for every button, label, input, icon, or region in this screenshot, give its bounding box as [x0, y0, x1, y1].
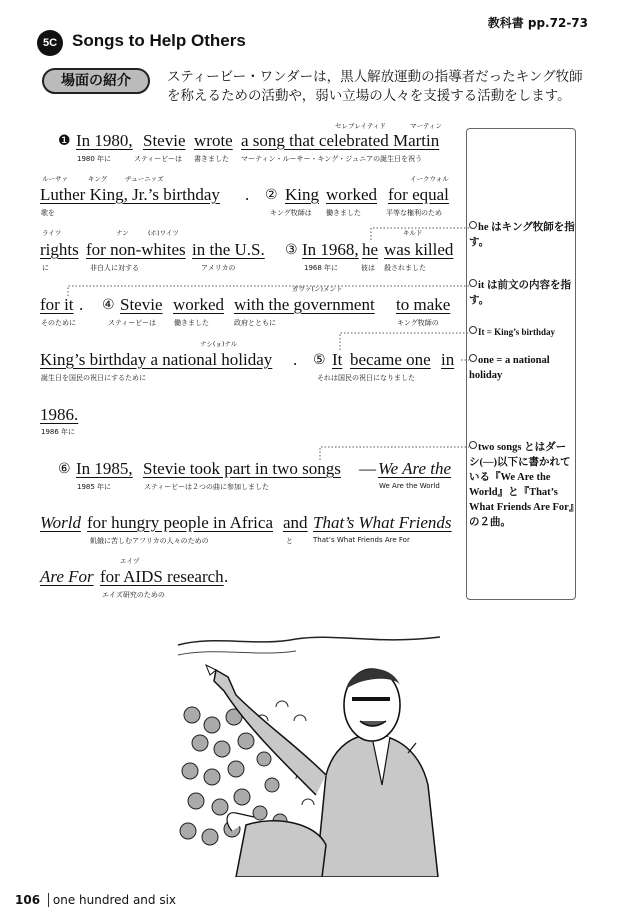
gloss: スティービーは２つの曲に参加しました [144, 483, 270, 491]
dash: — [359, 459, 376, 478]
phrase: King’s birthday a national holiday [40, 350, 273, 369]
phrase: he [362, 240, 379, 259]
phrase: in [441, 350, 455, 369]
phrase: with the government [234, 295, 375, 314]
period: . [224, 567, 229, 586]
ruby: ヂューニァズ [125, 175, 164, 183]
gloss: 彼は [361, 264, 375, 272]
gloss: アメリカの [201, 264, 236, 272]
gloss: 働きました [326, 209, 361, 217]
period: . [245, 185, 250, 204]
phrase: for hungry people in Africa [87, 513, 273, 532]
unit-badge: 5C [37, 30, 63, 56]
gloss: そのために [41, 319, 76, 327]
note-bullet-icon [469, 221, 477, 229]
ruby: ルーサァ [42, 175, 68, 183]
two-songs-reference-line [320, 447, 469, 460]
phrase: rights [40, 240, 79, 259]
song-title: Are For [40, 567, 94, 586]
ruby: ライツ [42, 229, 62, 237]
gloss: に [42, 264, 49, 272]
note-it: it は前文の内容を指す。 [469, 280, 572, 306]
ruby: セレブレイティド [335, 122, 386, 130]
ruby: イークウォル [410, 175, 449, 183]
sentence-number: ③ [285, 242, 298, 258]
gloss: キング牧師の [397, 319, 439, 327]
gloss: と [286, 537, 293, 545]
gloss: 政府とともに [234, 319, 276, 327]
ruby: ガヴァ(ン)メント [292, 285, 343, 293]
gloss: We Are the World [379, 482, 440, 490]
phrase: Stevie [143, 131, 186, 150]
phrase: a song that celebrated Martin [241, 131, 440, 150]
gloss: 殺されました [384, 264, 426, 272]
note-it-kings-birthday: It = King’s birthday [469, 325, 575, 340]
phrase: for equal [388, 185, 449, 204]
phrase: in the U.S. [192, 240, 265, 259]
phrase: and [283, 513, 308, 532]
ruby: エイヅ [120, 557, 140, 565]
textbook-page-reference: 教科書 pp.72-73 [487, 16, 588, 30]
it-reference-line [68, 286, 469, 296]
phrase: 1986. [40, 405, 79, 424]
song-title: World [40, 513, 81, 532]
phrase: for non-whites [86, 240, 186, 259]
ruby: マーティン [410, 122, 442, 130]
he-reference-line [371, 228, 469, 240]
gloss: 1985 年に [77, 483, 112, 491]
ruby: (ホ)ワイツ [148, 229, 179, 237]
gloss: キング牧師は [270, 209, 312, 217]
sentence-number: ❶ [58, 133, 71, 149]
sentence-number: ④ [102, 297, 115, 313]
ruby: キルド [403, 229, 423, 237]
phrase: King [285, 185, 319, 204]
gloss: スティービーは [134, 155, 183, 163]
page-number-words: one hundred and six [52, 893, 177, 907]
phrase: Stevie took part in two songs [143, 459, 341, 478]
gloss: That’s What Friends Are For [313, 536, 410, 544]
phrase: wrote [194, 131, 233, 150]
page-number: 106 [15, 893, 41, 907]
phrase: worked [326, 185, 377, 204]
gloss: マーティン・ルーサー・キング・ジュニアの誕生日を祝う [241, 155, 423, 163]
period: . [293, 350, 298, 369]
sentence-number: ② [265, 187, 278, 203]
page-footer [15, 893, 176, 907]
phrase: was killed [384, 240, 454, 259]
It-reference-line [340, 333, 469, 350]
gloss: 誕生日を国民の祝日にするために [41, 374, 146, 382]
sentence-number: ⑥ [58, 461, 71, 477]
phrase: for it [40, 295, 74, 314]
gloss: エイズ研究のための [102, 591, 165, 599]
ruby: キング [88, 175, 108, 183]
phrase: became one [350, 350, 431, 369]
note-bullet-icon [469, 354, 477, 362]
gloss: 歌を [41, 209, 55, 217]
note-one: one = a national holiday [469, 355, 550, 381]
stevie-wonder-illustration [176, 625, 442, 877]
phrase: It [332, 350, 343, 369]
scene-intro-text: スティービー・ワンダーは，黒人解放運動の指導者だったキング牧師を称えるための活動や，弱い立場の人々を支援する活動をします。 [167, 69, 583, 104]
gloss: 1980 年に [77, 155, 112, 163]
phrase: In 1968, [302, 240, 359, 259]
gloss: 国民の祝日になりました [338, 374, 415, 382]
phrase: Stevie [120, 295, 163, 314]
note-he: he はキング牧師を指す。 [469, 222, 575, 248]
scene-label-pill: 場面の紹介 [42, 68, 150, 94]
sentence-number: ⑤ [313, 352, 326, 368]
phrase: Luther King, Jr.’s birthday [40, 185, 220, 204]
gloss: 書きました [194, 155, 229, 163]
gloss: 1986 年に [41, 428, 76, 436]
ruby: ナン [116, 229, 129, 237]
period: . [79, 295, 84, 314]
phrase: to make [396, 295, 451, 314]
song-title: We Are the [378, 459, 452, 478]
note-bullet-icon [469, 326, 477, 334]
note-two-songs: two songs とはダーシ(—)以下に書かれている『We Are the World』と『That’s What Friends Are For』の２曲。 [469, 442, 575, 528]
gloss: 働きました [174, 319, 209, 327]
gloss: それは [317, 374, 338, 382]
gloss: スティービーは [108, 319, 157, 327]
phrase: In 1985, [76, 459, 133, 478]
note-bullet-icon [469, 279, 477, 287]
song-title: That’s What Friends [313, 513, 452, 532]
ruby: ナシ(ョ)ナル [200, 340, 238, 348]
gloss: 非白人に対する [90, 264, 139, 272]
gloss: 平等な権利のため [386, 209, 442, 217]
note-bullet-icon [469, 441, 477, 449]
gloss: 1968 年に [304, 264, 339, 272]
phrase: for AIDS research [100, 567, 224, 586]
unit-title: Songs to Help Others [72, 31, 246, 50]
gloss: 飢餓に苦しむアフリカの人々のための [90, 537, 209, 545]
phrase: In 1980, [76, 131, 133, 150]
phrase: worked [173, 295, 224, 314]
